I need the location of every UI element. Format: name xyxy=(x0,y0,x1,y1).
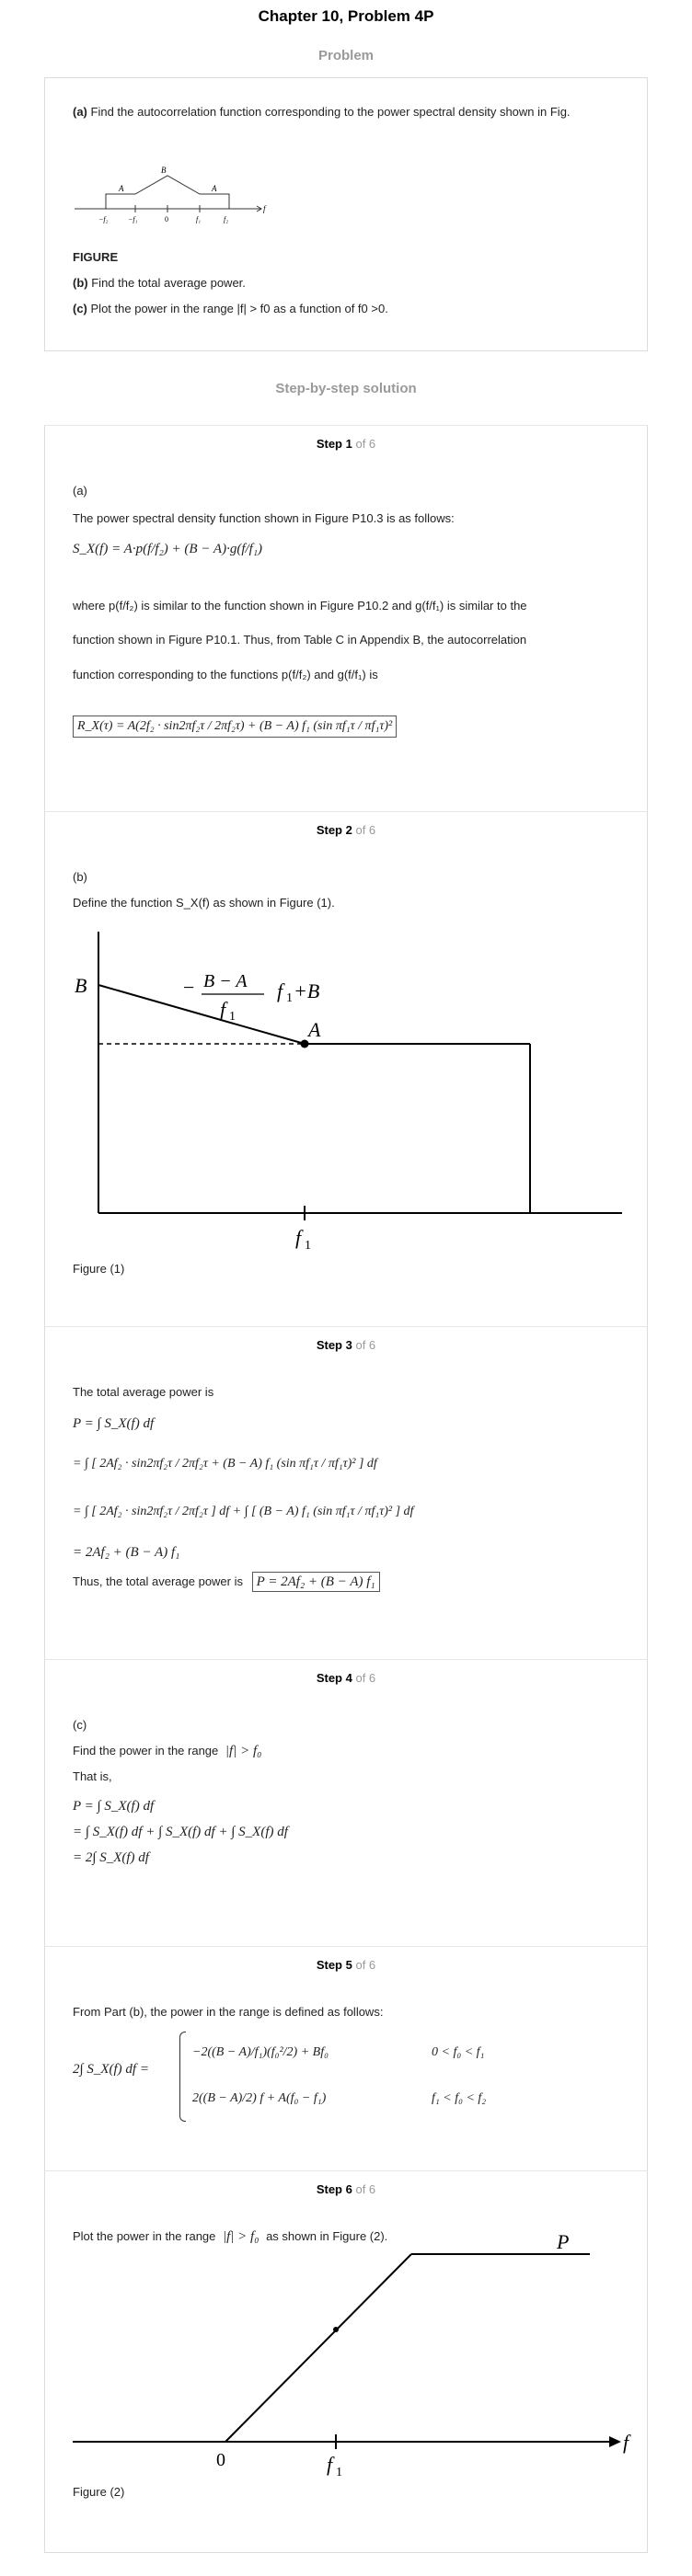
problem-part-a xyxy=(73,104,625,120)
fig1-label-f1-sub: 1 xyxy=(305,1239,311,1253)
step-6-title: Step 6 of 6 xyxy=(316,2182,376,2196)
step-6-figure-caption: Figure (2) xyxy=(73,2485,125,2499)
step-3-intro: The total average power is xyxy=(73,1385,214,1399)
psd-tick-label: −f₁ xyxy=(128,215,138,223)
fig1-slope-den-sub: 1 xyxy=(229,1010,236,1024)
part-a-label: (a) xyxy=(73,105,87,119)
page-title: Chapter 10, Problem 4P xyxy=(258,7,434,25)
fig2-label-f1-sub: 1 xyxy=(336,2466,342,2479)
fig1-slope-rest: f xyxy=(277,979,283,1002)
problem-psd-figure xyxy=(73,163,266,233)
problem-part-b xyxy=(73,275,625,292)
fig2-label-f: f xyxy=(623,2431,629,2454)
step-2-figure-caption: Figure (1) xyxy=(73,1262,125,1276)
step-4-eq2: = ∫ S_X(f) df + ∫ S_X(f) df + ∫ S_X(f) df xyxy=(73,1825,288,1839)
part-b-label: (b) xyxy=(73,276,88,290)
step-5-case1: −2((B − A)/f₁)(f₀²/2) + Bf₀ xyxy=(192,2045,329,2059)
step-1-eq1: S_X(f) = A·p(f/f₂) + (B − A)·g(f/f₁) xyxy=(73,542,263,556)
step-4-that-is: That is, xyxy=(73,1769,112,1783)
step-3-title: Step 3 of 6 xyxy=(316,1338,376,1352)
step-1-title: Step 1 of 6 xyxy=(316,437,376,451)
solution-heading: Step-by-step solution xyxy=(275,381,417,396)
part-b-text: Find the total average power. xyxy=(91,276,246,290)
fig1-label-b: B xyxy=(75,974,87,997)
step-2-intro: Define the function S_X(f) as shown in Figure (1). xyxy=(73,896,335,910)
step-5 xyxy=(44,1946,648,2171)
step-3 xyxy=(44,1326,648,1660)
psd-tick-label: −f₂ xyxy=(98,215,109,223)
psd-label-a2: A xyxy=(212,184,217,193)
psd-label-a1: A xyxy=(119,184,124,193)
psd-tick-label: f₂ xyxy=(224,215,229,223)
step-1-para2: function shown in Figure P10.1. Thus, from Table C in Appendix B, the autocorrelation xyxy=(73,633,527,647)
step-5-case1-cond: 0 < f₀ < f₁ xyxy=(432,2045,485,2059)
fig1-slope-minus: − xyxy=(183,976,195,999)
fig2-rising-line xyxy=(225,2254,411,2442)
psd-tick-label: f₁ xyxy=(196,215,202,223)
problem-figure-caption: FIGURE xyxy=(73,250,119,264)
psd-curve xyxy=(106,176,229,209)
step-1-result: R_X(τ) = A(2f₂ · sin2πf₂τ / 2πf₂τ) + (B − A) f₁ (sin πf₁τ / πf₁τ)² xyxy=(73,716,397,738)
step-6 xyxy=(44,2170,648,2553)
fig2-arrowhead xyxy=(609,2436,621,2447)
fig2-point xyxy=(333,2327,339,2332)
part-c-label: (c) xyxy=(73,302,87,315)
step-1-part: (a) xyxy=(73,484,87,498)
psd-tick-label: 0 xyxy=(165,215,168,223)
step-4-intro: Find the power in the range |f| > f₀ xyxy=(73,1744,262,1758)
step-6-intro: Plot the power in the range |f| > f₀ as shown in Figure (2). xyxy=(73,2229,388,2244)
psd-label-b: B xyxy=(161,166,167,175)
step-1-para1: where p(f/f₂) is similar to the function shown in Figure P10.2 and g(f/f₁) is similar to the xyxy=(73,599,527,613)
step-6-range: |f| > f₀ xyxy=(223,2229,260,2244)
step-2-title: Step 2 of 6 xyxy=(316,823,376,837)
step-3-eq4: = 2Af₂ + (B − A) f₁ xyxy=(73,1545,180,1560)
step-4-eq3: = 2∫ S_X(f) df xyxy=(73,1850,149,1865)
fig1-label-a: A xyxy=(308,1018,321,1041)
step-4-title: Step 4 of 6 xyxy=(316,1671,376,1685)
fig2-label-zero: 0 xyxy=(216,2450,225,2470)
step-2-part: (b) xyxy=(73,870,87,884)
step-1-intro: The power spectral density function shown in Figure P10.3 is as follows: xyxy=(73,511,455,525)
part-c-text: Plot the power in the range |f| > f0 as a function of f0 >0. xyxy=(90,302,388,315)
fig2-label-p: P xyxy=(557,2230,570,2253)
figure-1 xyxy=(54,921,643,1263)
step-5-lhs: 2∫ S_X(f) df = xyxy=(73,2062,149,2077)
step-3-conclusion: Thus, the total average power is P = 2Af₂ + (B − A) f₁ xyxy=(73,1574,380,1590)
problem-card xyxy=(44,77,648,351)
fig2-label-f1: f xyxy=(327,2453,333,2476)
step-5-title: Step 5 of 6 xyxy=(316,1958,376,1972)
step-5-brace xyxy=(179,2032,186,2122)
fig1-slope-rest-sub: 1 xyxy=(286,991,293,1005)
fig1-slope-tail: +B xyxy=(294,979,320,1002)
step-4-part: (c) xyxy=(73,1718,87,1732)
part-a-text: Find the autocorrelation function corresponding to the power spectral density shown in Fig. xyxy=(90,105,571,119)
step-4-eq1: P = ∫ S_X(f) df xyxy=(73,1799,155,1814)
fig1-slope-den: f xyxy=(220,998,226,1021)
step-5-intro: From Part (b), the power in the range is defined as follows: xyxy=(73,2005,384,2019)
step-3-eq2: = ∫ [ 2Af₂ · sin2πf₂τ / 2πf₂τ + (B − A) f₁ (sin πf₁τ / πf₁τ)² ] df xyxy=(73,1457,377,1471)
step-3-eq1: P = ∫ S_X(f) df xyxy=(73,1416,155,1431)
step-3-eq3: = ∫ [ 2Af₂ · sin2πf₂τ / 2πf₂τ ] df + ∫ [ (B − A) f₁ (sin πf₁τ / πf₁τ)² ] df xyxy=(73,1505,414,1518)
problem-part-c xyxy=(73,301,625,317)
step-3-result: P = 2Af₂ + (B − A) f₁ xyxy=(252,1572,380,1592)
step-5-case2: 2((B − A)/2) f + A(f₀ − f₁) xyxy=(192,2091,327,2105)
psd-label-f: f xyxy=(263,204,266,213)
step-1 xyxy=(44,425,648,812)
step-5-case2-cond: f₁ < f₀ < f₂ xyxy=(432,2091,487,2105)
step-4 xyxy=(44,1659,648,1947)
fig1-slope-num: B − A xyxy=(203,971,248,991)
problem-heading: Problem xyxy=(317,48,374,63)
step-4-range: |f| > f₀ xyxy=(225,1744,262,1758)
step-1-para3: function corresponding to the functions p(f/f₂) and g(f/f₁) is xyxy=(73,668,378,681)
step-2 xyxy=(44,811,648,1327)
fig1-label-f1: f xyxy=(295,1226,302,1249)
